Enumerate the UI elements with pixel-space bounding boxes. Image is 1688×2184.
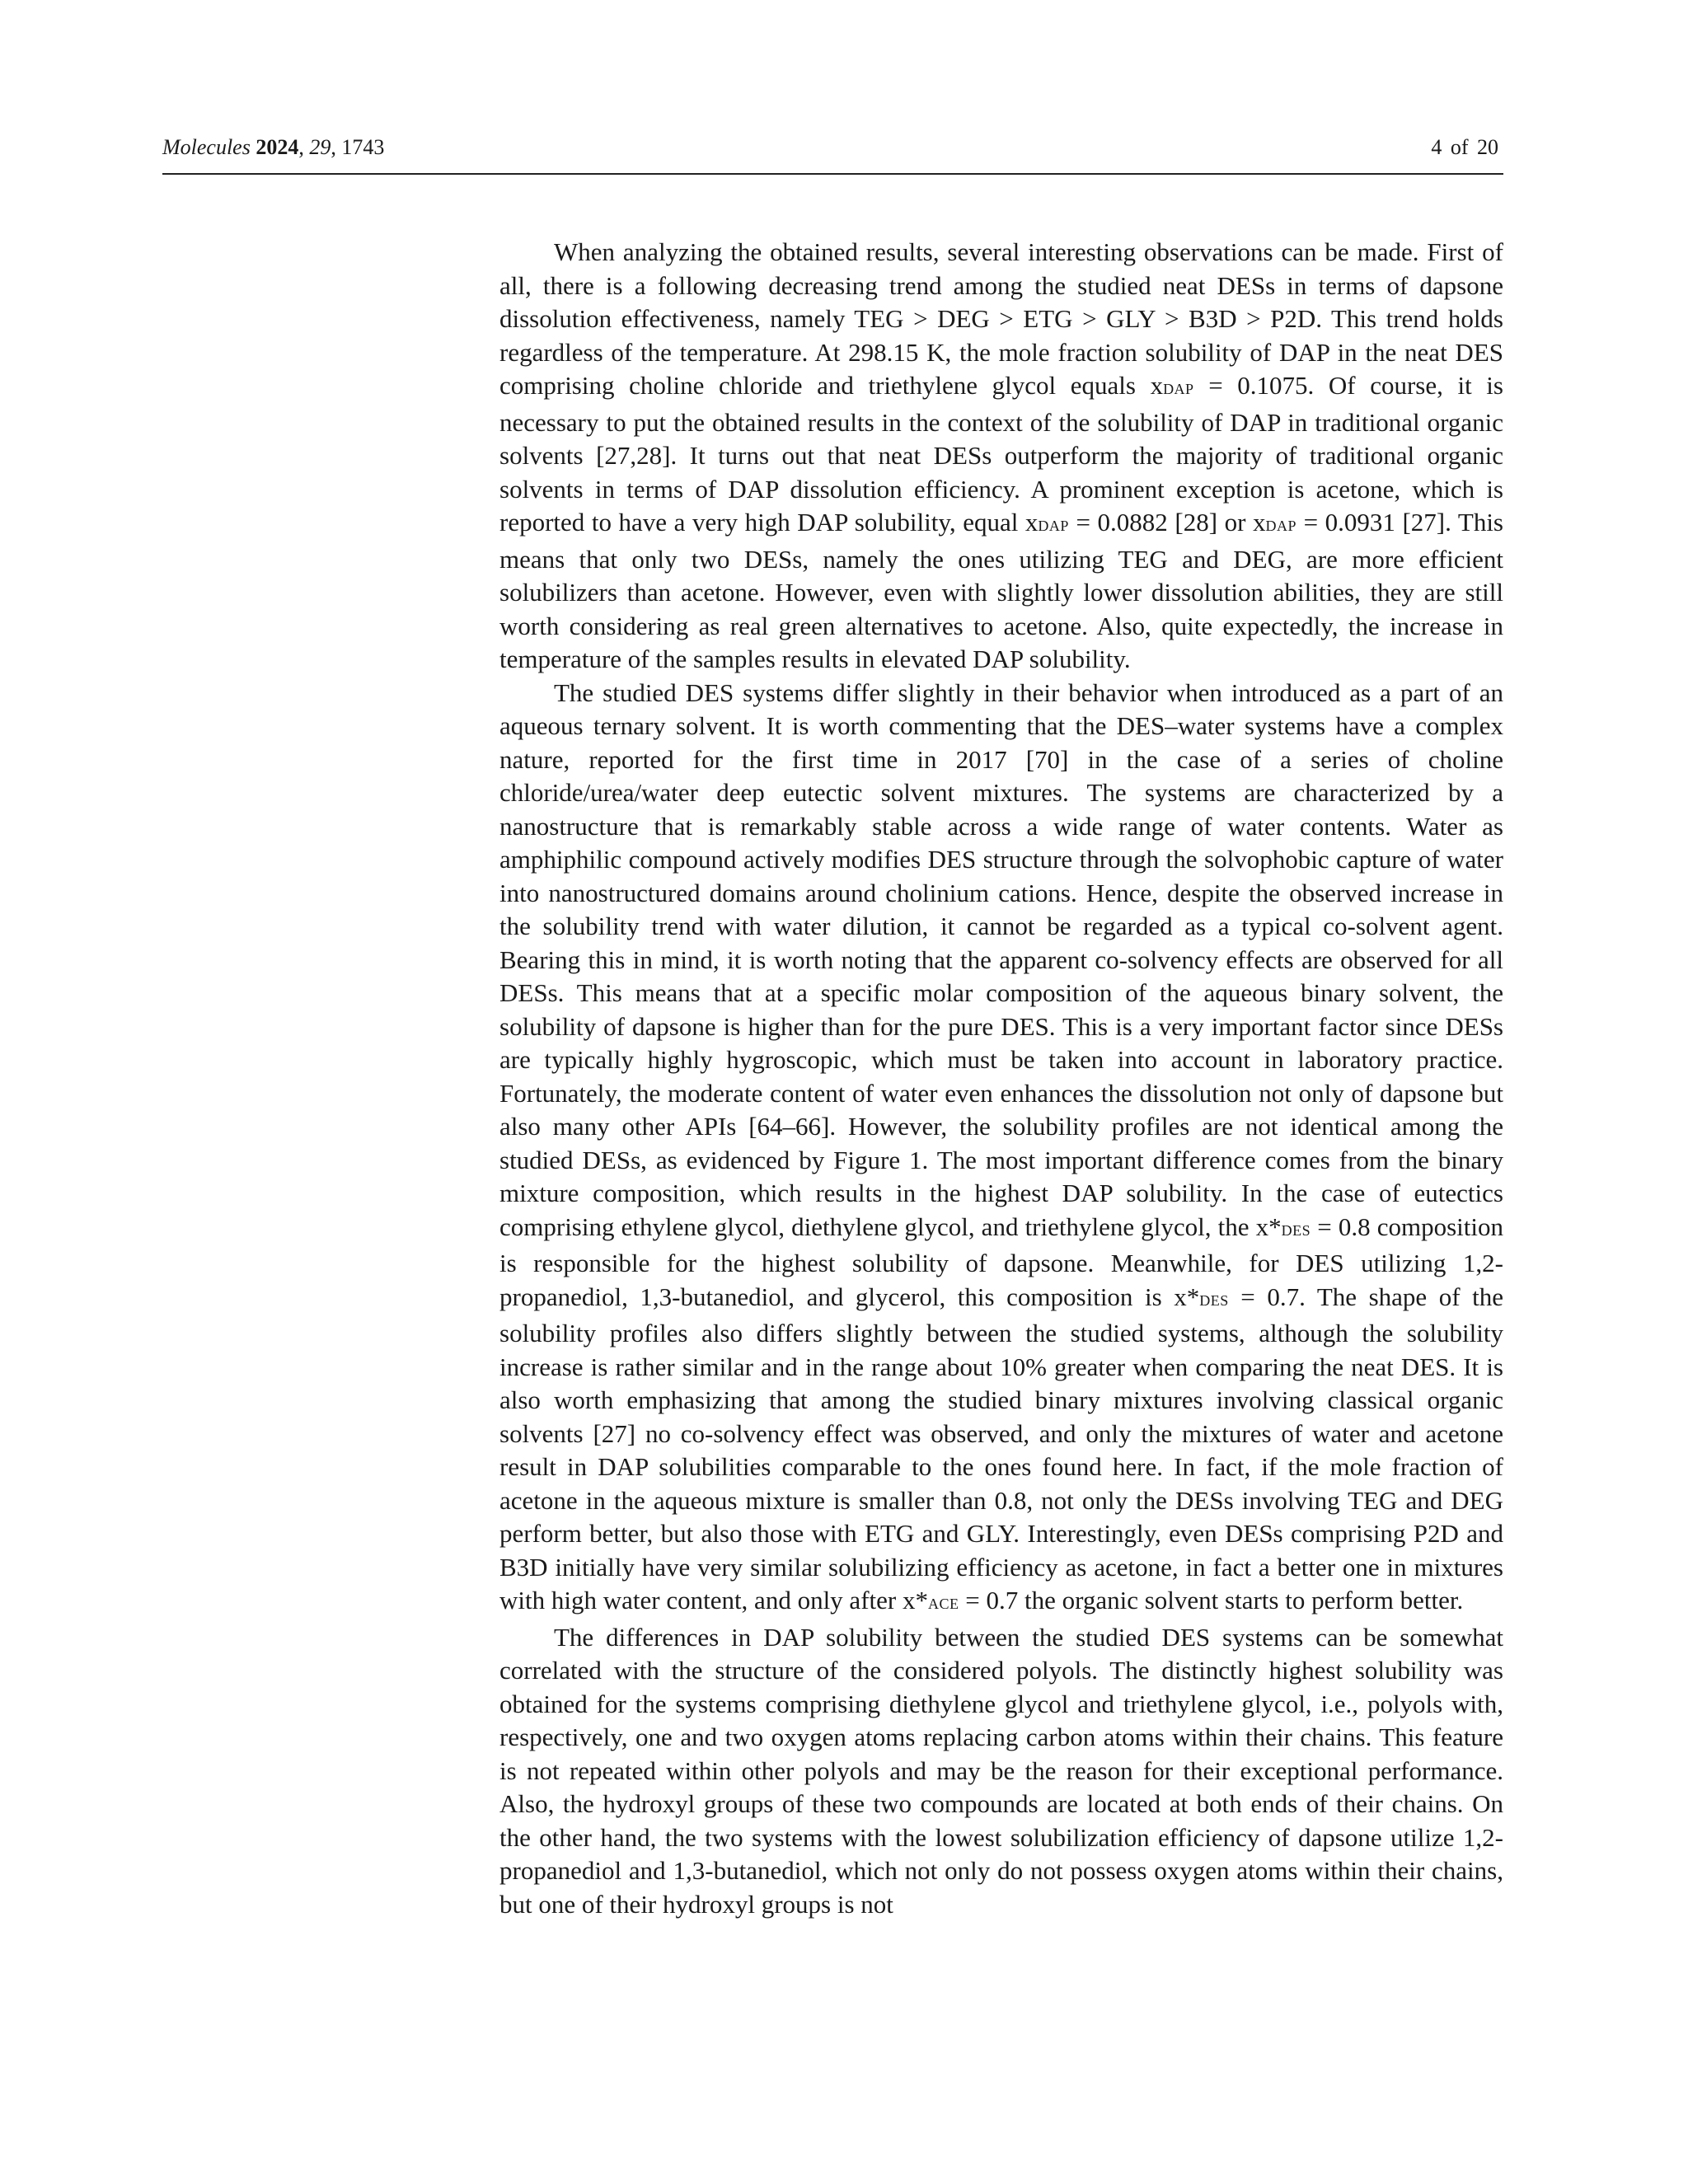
paragraph-3: The differences in DAP solubility between the studied DES systems can be somewhat correlated with the structure of the considered polyols. The distinctly highest solubility was obtained for the systems comprising diethylene glycol and triethylene glycol, i.e., polyols with, respectively, one and two oxygen atoms replacing carbon atoms within their chains. This feature is not repeated within other polyols and may be the reason for their exceptional performance. Also, the hydroxyl groups of these two compounds are located at both ends of their chains. On the other hand, the two systems with the lowest solubilization efficiency of dapsone utilize 1,2-propanediol and 1,3-butanediol, which not only do not possess oxygen atoms within their chains, but one of their hydroxyl groups is not bbox=[499, 1622, 1503, 1919]
publication-year: 2024 bbox=[256, 135, 299, 159]
math-subscript: DES bbox=[1199, 1291, 1229, 1309]
article-body bbox=[499, 236, 1503, 1921]
math-subscript: DES bbox=[1281, 1221, 1311, 1239]
math-var: x bbox=[1150, 371, 1164, 400]
journal-citation: Molecules 2024, 29, 1743 bbox=[162, 135, 385, 159]
math-var: x* bbox=[1255, 1212, 1282, 1241]
math-var: x bbox=[1253, 508, 1266, 537]
volume-number: 29 bbox=[309, 135, 331, 159]
math-subscript: DAP bbox=[1038, 518, 1069, 534]
math-subscript: ACE bbox=[927, 1596, 959, 1612]
paragraph-2: The studied DES systems differ slightly in their behavior when introduced as a part of an aqueous ternary solvent. It is worth commenting that the DES–water systems have a complex nature, reported for the first time in 2017 [70] in the case of a series of choline chloride/urea/water deep eutectic solvent mixtures. The systems are characterized by a nanostructure that is remarkably stable across a wide range of water contents. Water as amphiphilic compound actively modifies DES structure through the solvophobic capture of water into nanostructured domains around cholinium cations. Hence, despite the observed increase in the solubility trend with water dilution, it cannot be regarded as a typical co-solvent agent. Bearing this in mind, it is worth noting that the apparent co-solvency effects are observed for all DESs. This means that at a specific molar composition of the aqueous binary solvent, the solubility of dapsone is higher than for the pure DES. This is a very important factor since DESs are typically highly hygroscopic, which must be taken into account in laboratory practice. Fortunately, the moderate content of water even enhances the dissolution not only of dapsone but also many other APIs [64–66]. However, the solubility profiles are not identical among the studied DESs, as evidenced by Figure 1. The most important difference comes from the binary mixture composition, which results in the highest DAP solubility. In the case of eutectics comprising ethylene glycol, diethylene glycol, and triethylene glycol, the x*DES = 0.8 composition is responsible for the highest solubility of dapsone. Meanwhile, for DES utilizing 1,2-propanediol, 1,3-butanediol, and glycerol, this composition is x*DES = 0.7. The shape of the solubility profiles also differs slightly between the studied systems, although the solubility increase is rather similar and in the range about 10% greater when comparing the neat DES. It is also worth emphasizing that among the studied binary mixtures involving classical organic solvents [27] no co-solvency effect was observed, and only the mixtures of water and acetone result in DAP solubilities comparable to the ones found here. In fact, if the mole fraction of acetone in the aqueous mixture is smaller than 0.8, not only the DESs involving TEG and DEG perform better, but also those with ETG and GLY. Interestingly, even DESs comprising P2D and B3D initially have very similar solubilizing efficiency as acetone, in fact a better one in mixtures with high water content, and only after x*ACE = 0.7 the organic solvent starts to perform better. bbox=[499, 677, 1503, 1615]
journal-name: Molecules bbox=[162, 135, 251, 159]
math-var: x* bbox=[1174, 1282, 1200, 1311]
paragraph-1: When analyzing the obtained results, several interesting observations can be made. First of all, there is a following decreasing trend among the studied neat DESs in terms of dapsone dissolution effectiveness, namely TEG > DEG > ETG > GLY > B3D > P2D. This trend holds regardless of the temperature. At 298.15 K, the mole fraction solubility of DAP in the neat DES comprising choline chloride and triethylene glycol equals xDAP = 0.1075. Of course, it is necessary to put the obtained results in the context of the solubility of DAP in traditional organic solvents [27,28]. It turns out that neat DESs outperform the majority of traditional organic solvents in terms of DAP dissolution efficiency. A prominent exception is acetone, which is reported to have a very high DAP solubility, equal xDAP = 0.0882 [28] or xDAP = 0.0931 [27]. This means that only two DESs, namely the ones utilizing TEG and DEG, are more efficient solubilizers than acetone. However, even with slightly lower dissolution abilities, they are still worth considering as real green alternatives to acetone. Also, quite expectedly, the increase in temperature of the samples results in elevated DAP solubility. bbox=[499, 237, 1503, 673]
math-subscript: DAP bbox=[1265, 518, 1297, 534]
math-var: x* bbox=[902, 1586, 928, 1615]
math-subscript: DAP bbox=[1163, 381, 1194, 397]
math-var: x bbox=[1025, 508, 1039, 537]
page-number: 4 of 20 bbox=[1431, 135, 1498, 159]
article-number: 1743 bbox=[341, 135, 385, 159]
running-header bbox=[162, 132, 1503, 175]
